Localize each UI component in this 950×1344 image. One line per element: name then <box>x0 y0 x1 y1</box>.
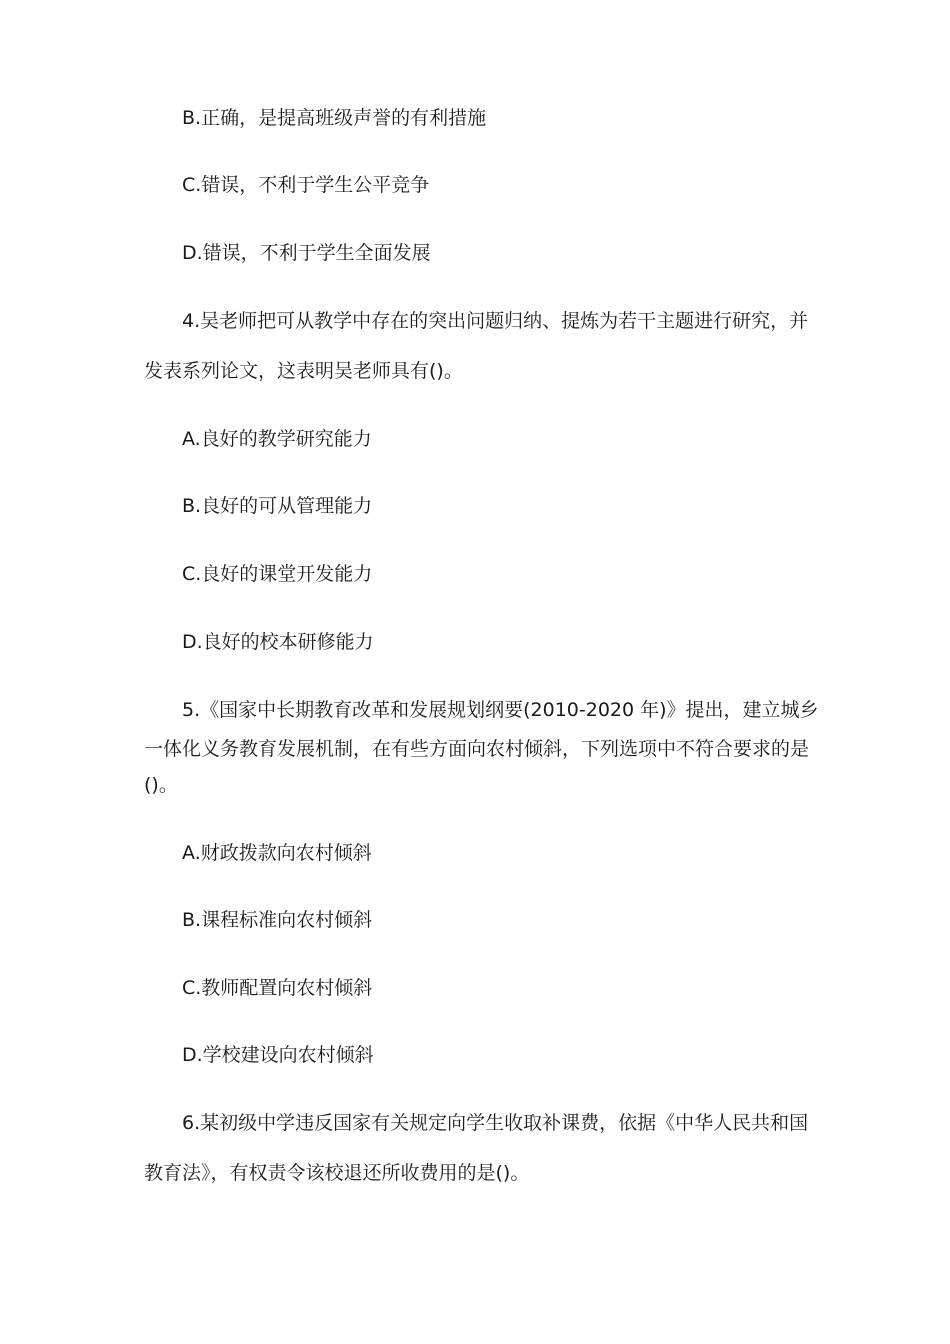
q4-option-a: A.良好的教学研究能力 <box>182 428 372 450</box>
q4-option-d: D.良好的校本研修能力 <box>182 631 374 653</box>
q5-option-d: D.学校建设向农村倾斜 <box>182 1044 374 1066</box>
q4-option-c: C.良好的课堂开发能力 <box>182 563 373 585</box>
q5-option-b: B.课程标准向农村倾斜 <box>182 909 373 931</box>
q3-option-d: D.错误，不利于学生全面发展 <box>182 242 431 264</box>
q6-stem-line-2: 教育法》，有权责令该校退还所收费用的是()。 <box>144 1162 530 1184</box>
q4-stem-line-2: 发表系列论文，这表明吴老师具有()。 <box>144 360 463 382</box>
q4-stem-line-1: 4.吴老师把可从教学中存在的突出问题归纳、提炼为若干主题进行研究，并 <box>182 310 809 332</box>
q6-stem-line-1: 6.某初级中学违反国家有关规定向学生收取补课费，依据《中华人民共和国 <box>182 1112 809 1134</box>
q3-option-b: B.正确，是提高班级声誉的有利措施 <box>182 107 487 129</box>
q5-stem-line-2: 一体化义务教育发展机制，在有些方面向农村倾斜，下列选项中不符合要求的是 <box>144 738 810 760</box>
q3-option-c: C.错误，不利于学生公平竞争 <box>182 174 430 196</box>
q5-stem-line-1: 5.《国家中长期教育改革和发展规划纲要(2010-2020 年)》提出，建立城乡 <box>182 699 819 721</box>
q5-option-a: A.财政拨款向农村倾斜 <box>182 842 372 864</box>
q5-stem-line-3: ()。 <box>144 774 178 796</box>
q5-option-c: C.教师配置向农村倾斜 <box>182 977 373 999</box>
q4-option-b: B.良好的可从管理能力 <box>182 495 373 517</box>
